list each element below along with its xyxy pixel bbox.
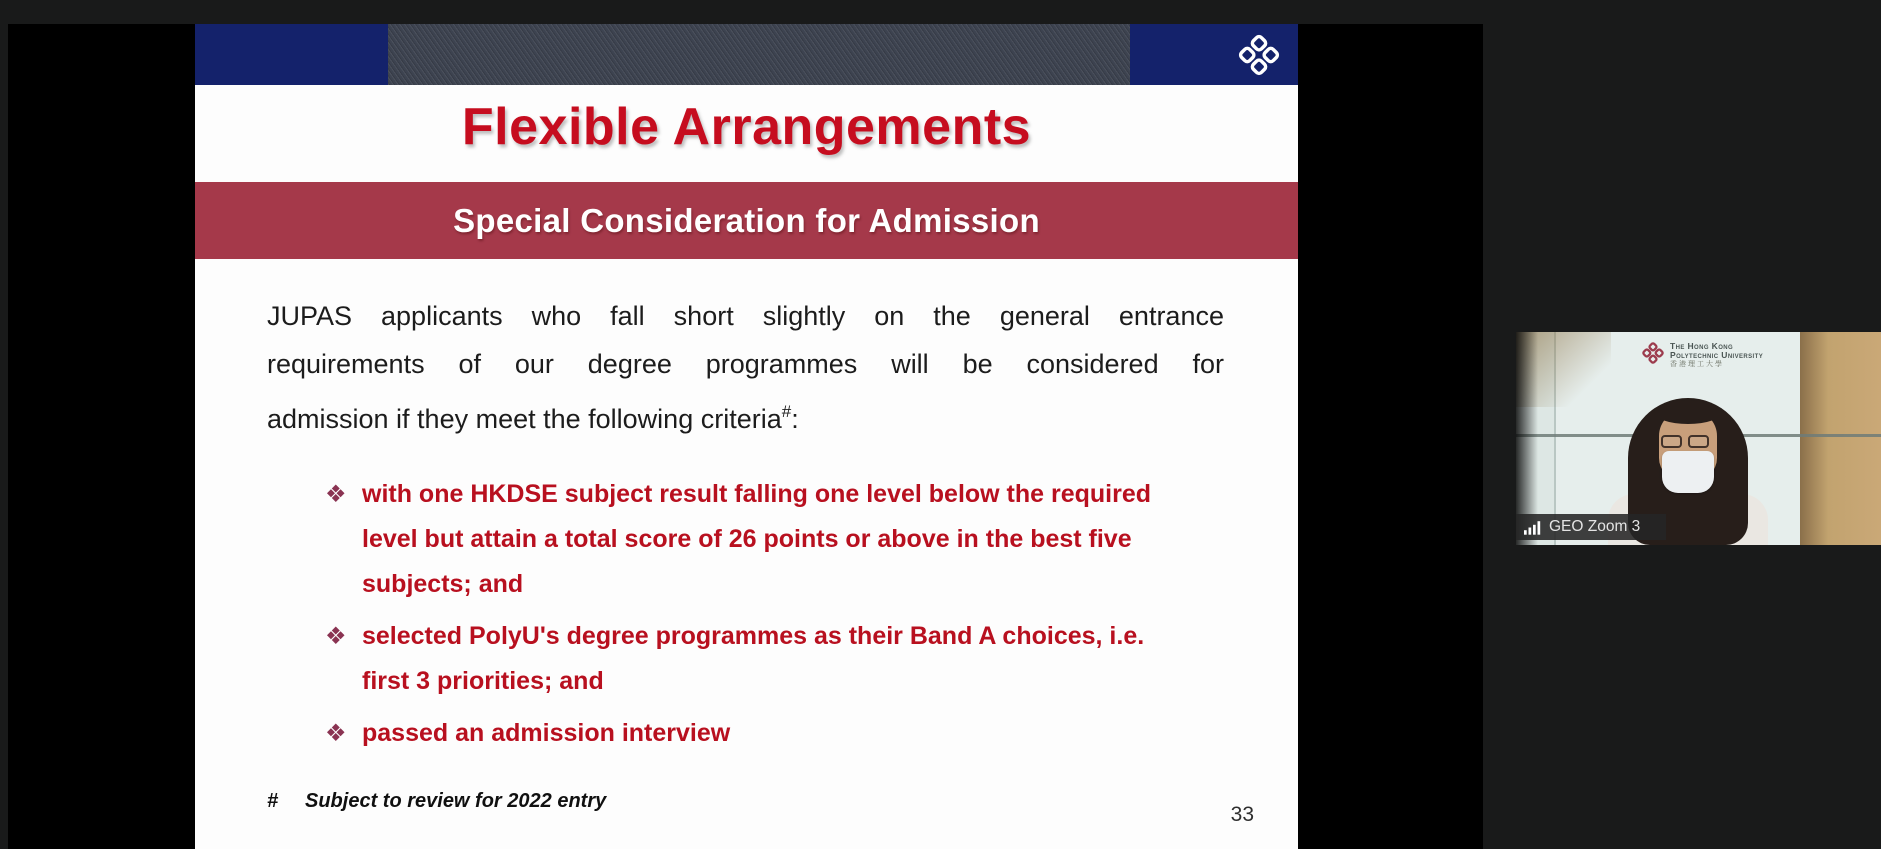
header-navy-block-right [1130, 24, 1298, 85]
footnote-text: Subject to review for 2022 entry [305, 790, 607, 812]
slide-header-bar [195, 24, 1298, 85]
footnote [267, 790, 1298, 813]
footnote-marker: # [267, 790, 279, 812]
participant-video-tile[interactable] [1516, 332, 1881, 545]
header-texture-band [388, 24, 1130, 85]
section-banner-text: Special Consideration for Admission [453, 201, 1040, 239]
backdrop-org-line-1: The Hong Kong [1670, 341, 1734, 351]
participant-name-label [1516, 514, 1666, 540]
intro-colon: : [791, 404, 799, 434]
page-number: 33 [1230, 803, 1254, 826]
backdrop-org-line-2: Polytechnic University [1670, 350, 1764, 360]
screen-share-region [8, 24, 1483, 849]
intro-line-1: JUPAS applicants who fall short slightly on the general entrance [267, 301, 1224, 331]
person-glasses [1661, 435, 1715, 451]
diamond-bullet-icon: ❖ [325, 720, 347, 747]
criteria-item-1 [325, 472, 1298, 607]
criteria-2-line-2: first 3 priorities; and [362, 667, 604, 695]
section-banner [195, 182, 1298, 259]
intro-line-2: requirements of our degree programmes will be considered for [267, 349, 1224, 379]
footnote-ref-superscript: # [781, 402, 792, 421]
diamond-bullet-icon: ❖ [325, 623, 347, 650]
participant-name: GEO Zoom 3 [1549, 518, 1641, 535]
slide-title: Flexible Arrangements [461, 98, 1032, 156]
criteria-1-line-3: subjects; and [362, 570, 524, 598]
criteria-item-2 [325, 614, 1298, 704]
backdrop-polyu-branding [1642, 342, 1763, 370]
backdrop-org-chinese: 香港理工大學 [1670, 361, 1724, 368]
criteria-3-line-1: passed an admission interview [362, 719, 731, 747]
intro-line-3 [267, 388, 1224, 443]
face-mask [1662, 451, 1714, 493]
diamond-bullet-icon: ❖ [325, 481, 347, 508]
criteria-2-line-1: selected PolyU's degree programmes as their Band A choices, i.e. [362, 622, 1145, 650]
polyu-logo-icon [1238, 34, 1280, 76]
audio-signal-bars-icon [1524, 520, 1542, 535]
criteria-1-line-2: level but attain a total score of 26 points or above in the best five [362, 525, 1132, 553]
header-navy-block-left [195, 24, 388, 85]
presentation-slide [195, 24, 1298, 849]
intro-line-3-text: admission if they meet the following criteria [267, 404, 782, 434]
criteria-list [325, 472, 1298, 756]
polyu-logo-icon [1642, 342, 1664, 364]
person-hair-fringe [1654, 400, 1722, 424]
intro-paragraph [267, 292, 1224, 443]
criteria-1-line-1: with one HKDSE subject result falling one level below the required [362, 480, 1152, 508]
criteria-item-3 [325, 711, 1298, 756]
video-backdrop-right-panel [1800, 332, 1881, 545]
